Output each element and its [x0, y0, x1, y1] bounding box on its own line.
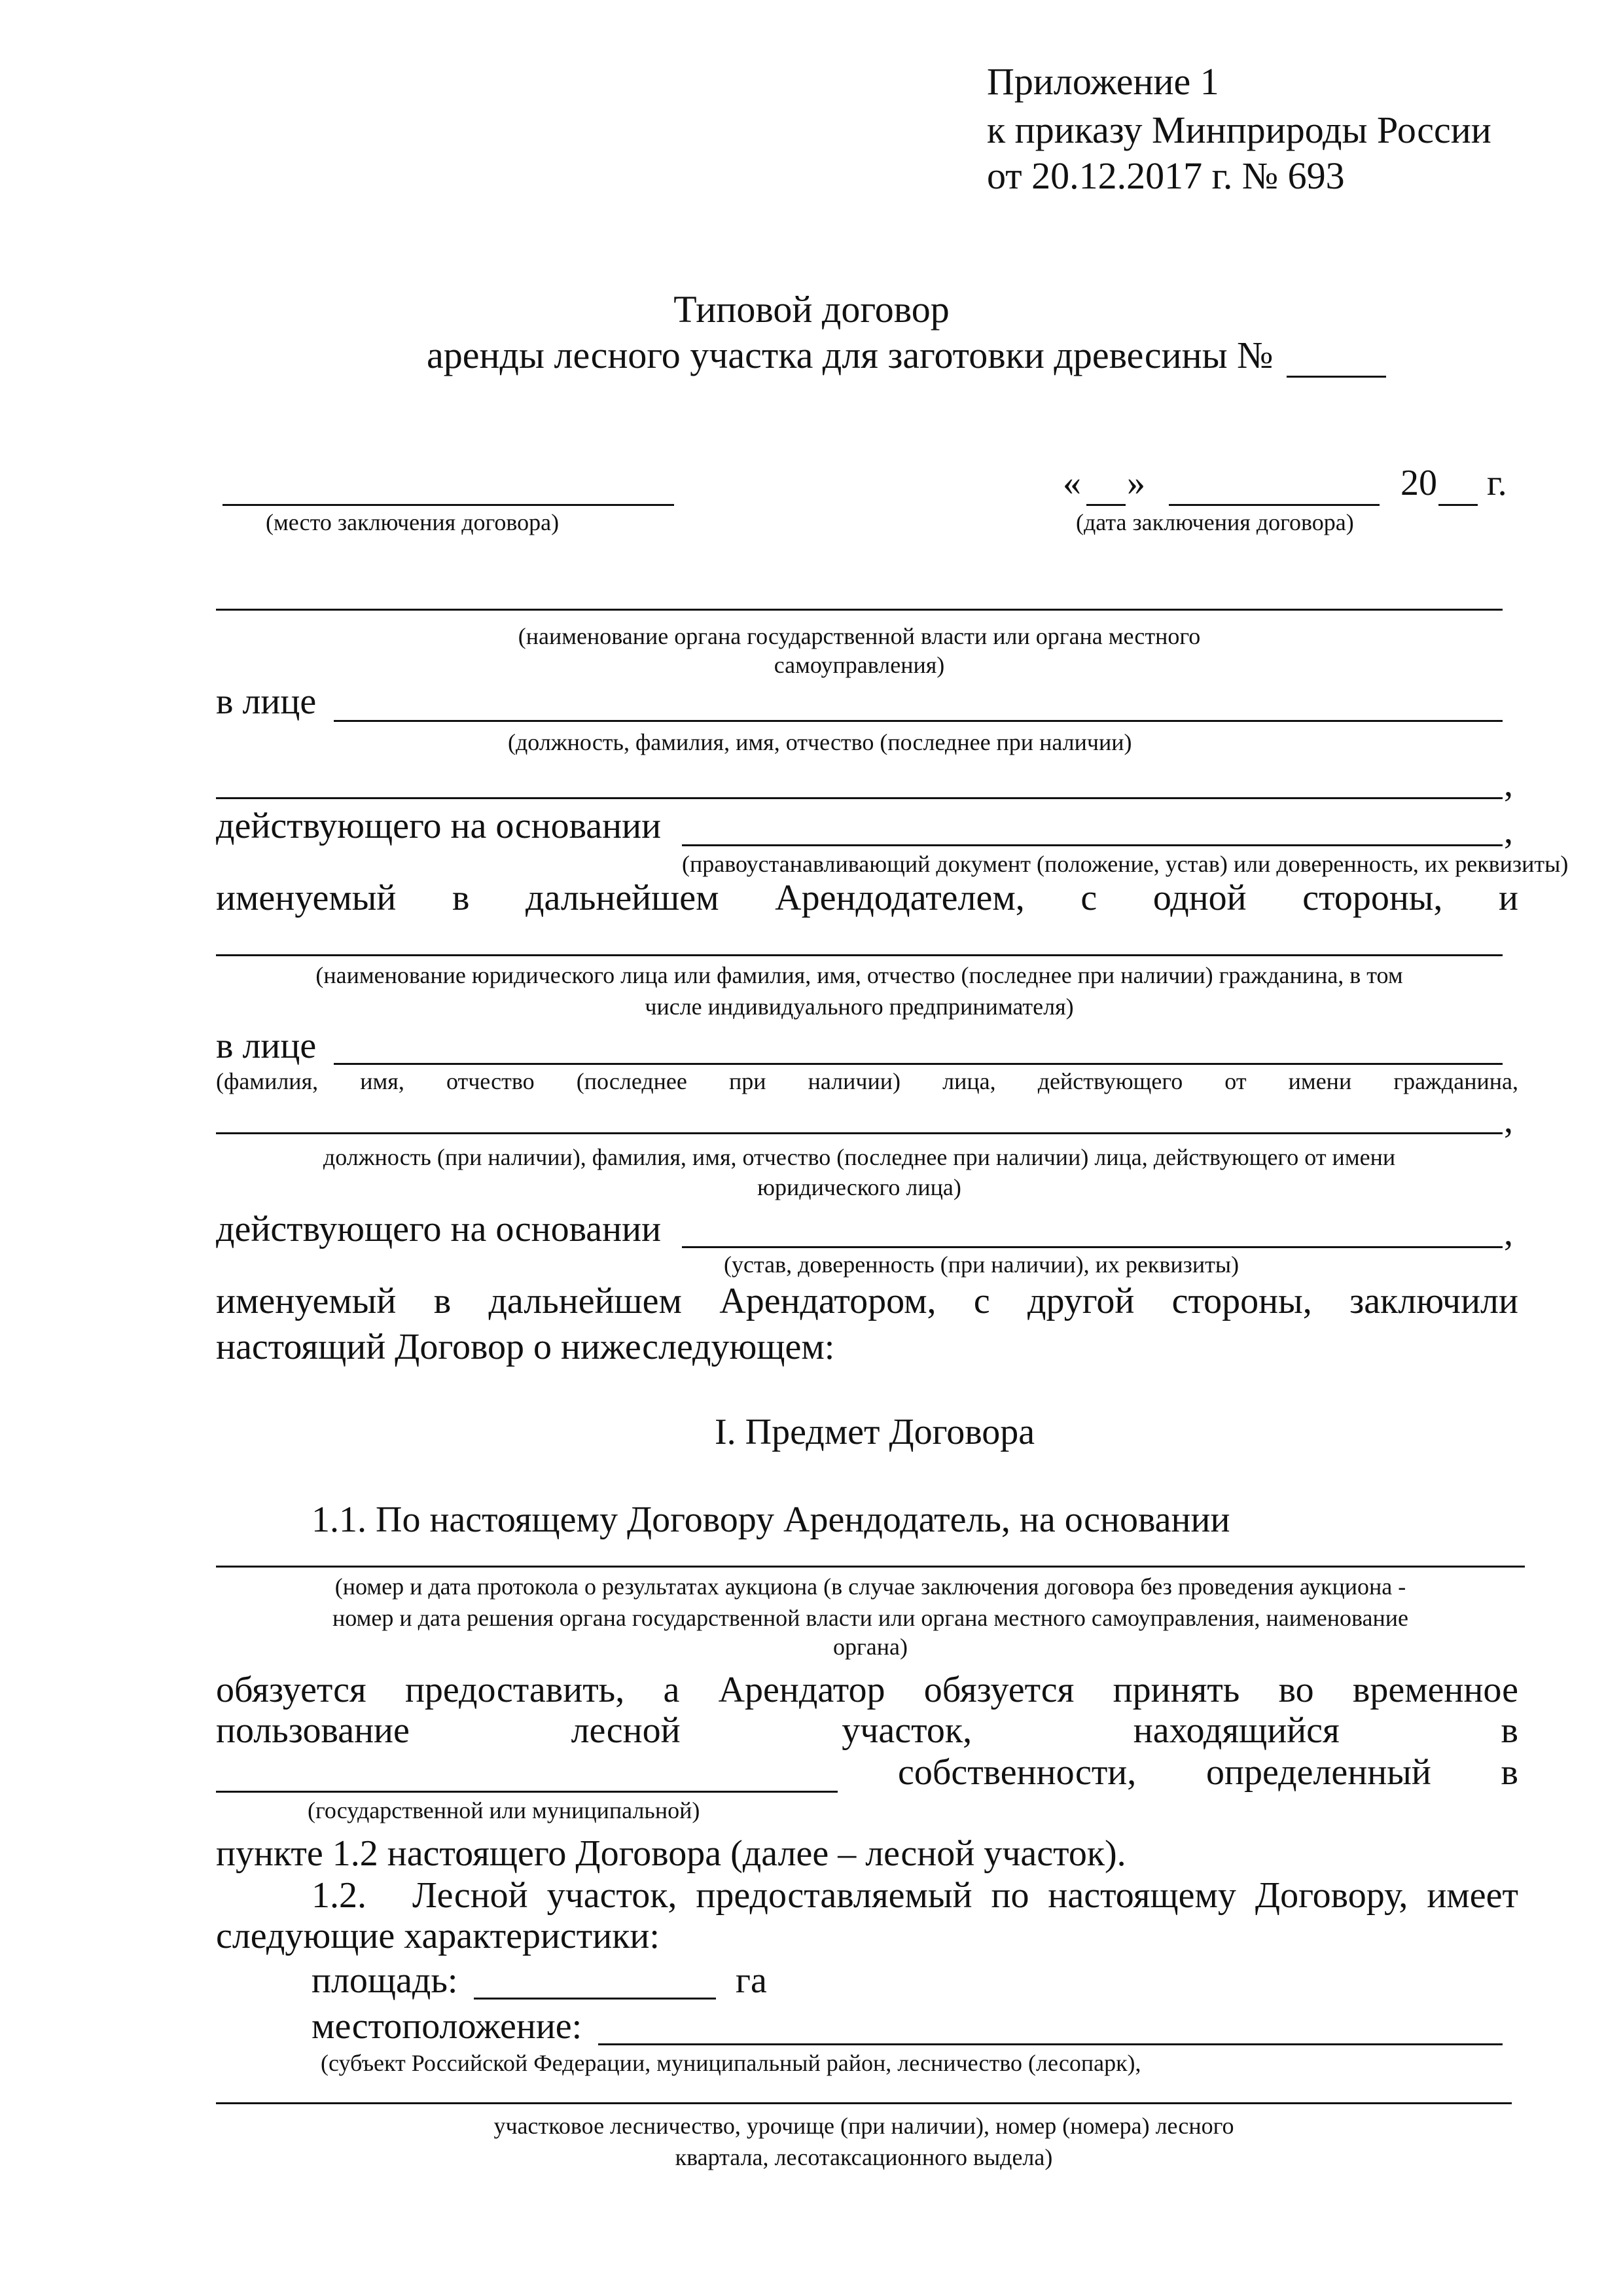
- location-caption-2: участковое лесничество, урочище (при наличии), номер (номера) лесного: [493, 2113, 1234, 2139]
- document-subtitle: аренды лесного участка для заготовки древесины №: [427, 334, 1274, 376]
- order-date-number: от 20.12.2017 г. № 693: [987, 154, 1345, 197]
- lessee-representative-caption-2: должность (при наличии), фамилия, имя, отчество (последнее при наличии) лица, действующего от имени: [323, 1144, 1396, 1170]
- lessee-acting-basis-label: действующего на основании: [216, 1209, 662, 1249]
- place-caption: (место заключения договора): [266, 509, 560, 535]
- lessee-in-person-label: в лице: [216, 1026, 317, 1066]
- lessor-basis-caption: (правоустанавливающий документ (положение, устав) или доверенность, их реквизиты): [682, 851, 1569, 877]
- date-caption: (дата заключения договора): [1076, 509, 1354, 535]
- lessor-basis-field[interactable]: [682, 844, 1503, 846]
- year-field[interactable]: [1438, 504, 1478, 506]
- p12-line-2: следующие характеристики:: [216, 1916, 660, 1956]
- comma: ,: [1504, 1213, 1513, 1253]
- lessor-org-caption-1: (наименование органа государственной власти или органа местного: [518, 623, 1201, 649]
- ownership-caption: (государственной или муниципальной): [308, 1797, 700, 1823]
- lessee-representative-caption-3: юридического лица): [757, 1174, 961, 1200]
- lessor-named-line: именуемый в дальнейшем Арендодателем, с одной стороны, и: [216, 878, 1518, 918]
- section-heading: I. Предмет Договора: [715, 1412, 1035, 1452]
- lessee-basis-caption: (устав, доверенность (при наличии), их реквизиты): [724, 1251, 1240, 1278]
- p11-caption-3: органа): [833, 1634, 908, 1660]
- lessee-representative-field-2[interactable]: [216, 1132, 1503, 1134]
- lessor-representative-field[interactable]: [334, 720, 1503, 722]
- location-field-2[interactable]: [216, 2102, 1512, 2104]
- p11-line-2: пользование лесной участок, находящийся в: [216, 1710, 1518, 1751]
- year-prefix: 20: [1400, 463, 1437, 503]
- lessee-name-field[interactable]: [216, 954, 1503, 956]
- date-close-quote: »: [1127, 463, 1145, 503]
- area-unit: га: [736, 1960, 767, 2001]
- comma: ,: [1504, 811, 1513, 852]
- lessee-name-caption-2: числе индивидуального предпринимателя): [645, 994, 1074, 1020]
- protocol-field[interactable]: [216, 1566, 1525, 1568]
- order-reference: к приказу Минприроды России: [987, 109, 1491, 151]
- day-field[interactable]: [1086, 504, 1126, 506]
- p11-intro: 1.1. По настоящему Договору Арендодатель, на основании: [312, 1499, 1230, 1540]
- lessor-org-field[interactable]: [216, 609, 1503, 611]
- lessee-representative-field[interactable]: [334, 1063, 1503, 1065]
- lessor-representative-field-2[interactable]: [216, 797, 1503, 799]
- lessee-name-caption-1: (наименование юридического лица или фамилия, имя, отчество (последнее при наличии) гражданина, в том: [315, 962, 1403, 988]
- lessor-representative-caption: (должность, фамилия, имя, отчество (последнее при наличии): [508, 729, 1132, 755]
- lessor-acting-basis-label: действующего на основании: [216, 806, 662, 846]
- lessee-named-line: именуемый в дальнейшем Арендатором, с другой стороны, заключили: [216, 1281, 1518, 1321]
- p11-caption-1: (номер и дата протокола о результатах аукциона (в случае заключения договора без проведения аукциона -: [334, 1573, 1406, 1600]
- place-field[interactable]: [223, 504, 674, 506]
- lessee-representative-caption: (фамилия, имя, отчество (последнее при наличии) лица, действующего от имени гражданина,: [216, 1068, 1518, 1094]
- contract-number-field[interactable]: [1287, 376, 1386, 378]
- ownership-field[interactable]: [216, 1791, 838, 1793]
- p11-line-1: обязуется предоставить, а Арендатор обязуется принять во временное: [216, 1670, 1518, 1710]
- lessor-org-caption-2: самоуправления): [774, 652, 945, 678]
- location-caption-3: квартала, лесотаксационного выдела): [675, 2144, 1053, 2170]
- area-field[interactable]: [474, 1998, 716, 2000]
- p11-line-4: пункте 1.2 настоящего Договора (далее – лесной участок).: [216, 1833, 1126, 1874]
- location-caption-1: (субъект Российской Федерации, муниципальный район, лесничество (лесопарк),: [321, 2050, 1141, 2076]
- lessee-basis-field[interactable]: [682, 1246, 1503, 1248]
- date-open-quote: «: [1063, 463, 1081, 503]
- comma: ,: [1504, 1100, 1513, 1141]
- document-title: Типовой договор: [673, 288, 950, 331]
- p11-caption-2: номер и дата решения органа государственной власти или органа местного самоуправления, наименование: [332, 1605, 1409, 1631]
- year-suffix: г.: [1487, 463, 1507, 503]
- p11-line-3: собственности, определенный в: [898, 1752, 1518, 1793]
- p12-line-1: Лесной участок, предоставляемый по настоящему Договору, имеет: [412, 1875, 1518, 1916]
- p12-number: 1.2.: [312, 1875, 366, 1916]
- area-label: площадь:: [312, 1960, 458, 2001]
- comma: ,: [1504, 764, 1513, 804]
- appendix-label: Приложение 1: [987, 60, 1219, 103]
- lessee-named-line-2: настоящий Договор о нижеследующем:: [216, 1327, 835, 1367]
- lessor-in-person-label: в лице: [216, 681, 317, 722]
- location-field[interactable]: [598, 2043, 1503, 2045]
- location-label: местоположение:: [312, 2006, 582, 2047]
- month-field[interactable]: [1169, 504, 1380, 506]
